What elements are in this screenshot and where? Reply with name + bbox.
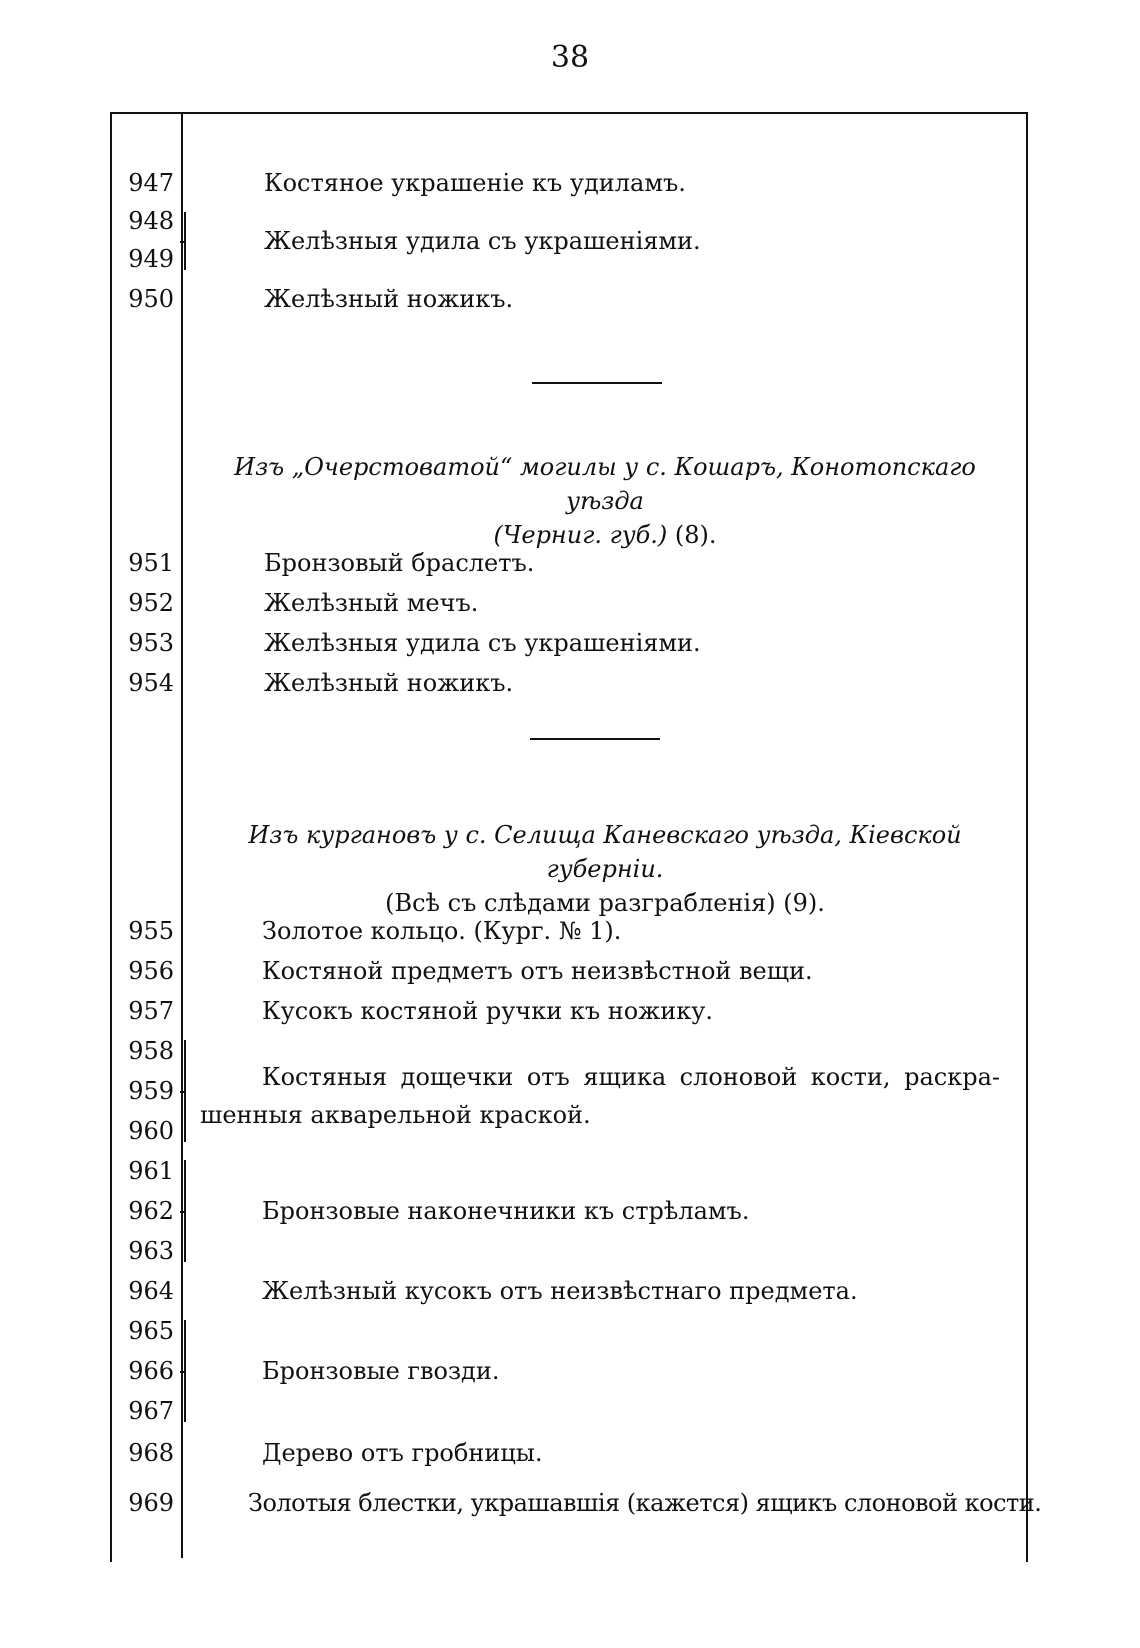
item-number-954: 954 [128, 669, 174, 697]
item-number-966: 966 [128, 1357, 174, 1385]
item-text-957: Кусокъ костяной ручки къ ножику. [262, 997, 714, 1025]
section-heading-3 [200, 818, 1010, 920]
item-number-956: 956 [128, 957, 174, 985]
item-text-953: Желѣзныя удила съ украшеніями. [264, 629, 701, 657]
item-text-968: Дерево отъ гробницы. [262, 1439, 543, 1467]
table-top-rule [110, 112, 1028, 114]
section-heading-2-line1: Изъ „Очерстоватой“ могилы у с. Кошаръ, Конотопскаго уѣзда [234, 453, 976, 515]
item-text-955: Золотое кольцо. (Кург. № 1). [262, 917, 622, 945]
section-divider-1 [532, 382, 662, 384]
item-number-965: 965 [128, 1317, 174, 1345]
item-text-969: Золотыя блестки, украшавшія (кажется) ящикъ слоновой кости. [248, 1489, 1042, 1517]
number-column-rule [181, 112, 183, 1558]
item-number-951: 951 [128, 549, 174, 577]
item-number-955: 955 [128, 917, 174, 945]
section-heading-2 [200, 450, 1010, 552]
item-number-952: 952 [128, 589, 174, 617]
section-heading-3-line2: (Всѣ съ слѣдами разграбленія) (9). [385, 889, 825, 917]
item-number-949: 949 [128, 245, 174, 273]
item-text-961-963: Бронзовые наконечники къ стрѣламъ. [262, 1197, 750, 1225]
item-text-950: Желѣзный ножикъ. [264, 285, 514, 313]
brace-965-967 [184, 1320, 190, 1422]
item-text-964: Желѣзный кусокъ отъ неизвѣстнаго предмета. [262, 1277, 858, 1305]
item-number-968: 968 [128, 1439, 174, 1467]
item-text-948-949: Желѣзныя удила съ украшеніями. [264, 227, 701, 255]
item-text-965-967: Бронзовые гвозди. [262, 1357, 500, 1385]
item-number-948: 948 [128, 207, 174, 235]
item-number-950: 950 [128, 285, 174, 313]
item-text-958-960 [200, 1058, 1000, 1134]
item-number-964: 964 [128, 1277, 174, 1305]
item-number-969: 969 [128, 1489, 174, 1517]
brace-958-960 [184, 1040, 190, 1142]
item-number-958: 958 [128, 1037, 174, 1065]
item-text-958-960-line2: шенныя акварельной краской. [200, 1101, 591, 1129]
item-text-952: Желѣзный мечъ. [264, 589, 479, 617]
table-right-rule [1026, 112, 1028, 1562]
item-number-960: 960 [128, 1117, 174, 1145]
item-number-947: 947 [128, 169, 174, 197]
item-text-958-960-line1: Костяныя дощечки отъ ящика слоновой кости, раскра- [262, 1063, 1000, 1091]
item-number-959: 959 [128, 1077, 174, 1105]
item-number-962: 962 [128, 1197, 174, 1225]
section-heading-2-line2-plain: (8). [674, 521, 717, 549]
item-number-961: 961 [128, 1157, 174, 1185]
item-text-956: Костяной предметъ отъ неизвѣстной вещи. [262, 957, 813, 985]
item-text-954: Желѣзный ножикъ. [264, 669, 514, 697]
page-number: 38 [550, 40, 590, 75]
item-number-957: 957 [128, 997, 174, 1025]
section-heading-2-line2-italic: (Черниг. губ.) [493, 521, 668, 549]
section-divider-2 [530, 738, 660, 740]
item-number-967: 967 [128, 1397, 174, 1425]
brace-961-963 [184, 1160, 190, 1262]
section-heading-3-line1: Изъ кургановъ у с. Селища Каневскаго уѣзда, Кіевской губерніи. [248, 821, 962, 883]
item-number-963: 963 [128, 1237, 174, 1265]
item-text-951: Бронзовый браслетъ. [264, 549, 535, 577]
brace-948-949 [184, 212, 190, 270]
item-text-947: Костяное украшеніе къ удиламъ. [264, 169, 686, 197]
item-number-953: 953 [128, 629, 174, 657]
